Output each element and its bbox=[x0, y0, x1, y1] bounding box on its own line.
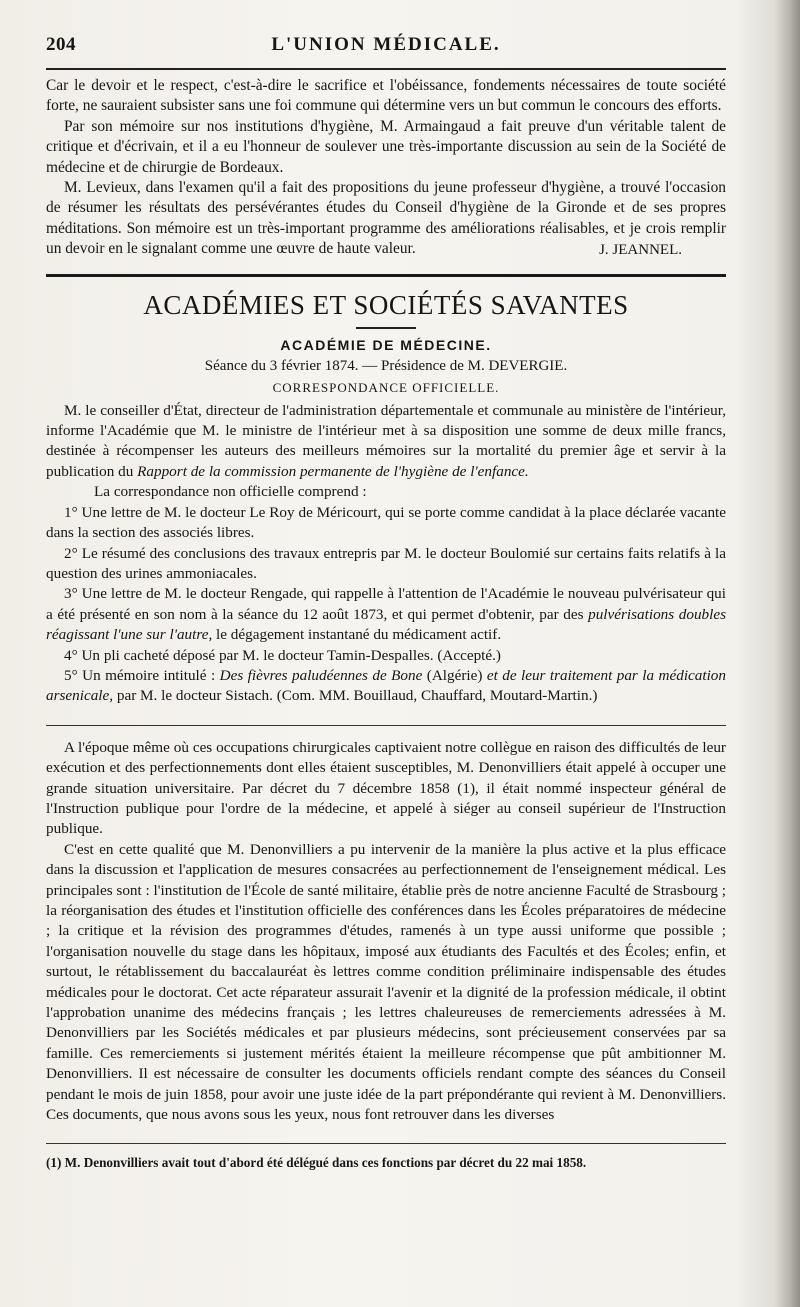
review-block bbox=[46, 76, 726, 260]
correspondence-block bbox=[46, 401, 726, 707]
item-1: 1° Une lettre de M. le docteur Le Roy de Méricourt, qui se porte comme candidat à la place déclarée vacante dans la section des associés libres. bbox=[46, 503, 726, 542]
section-rule bbox=[46, 274, 726, 277]
section-title: ACADÉMIES ET SOCIÉTÉS SAVANTES bbox=[143, 289, 629, 320]
item-3-end: le dégagement instantané du médicament actif. bbox=[212, 626, 502, 644]
item-5 bbox=[46, 666, 726, 707]
page-number: 204 bbox=[46, 34, 76, 55]
short-rule bbox=[356, 327, 416, 329]
item-5-end: par M. le docteur Sistach. (Com. MM. Bouillaud, Chauffard, Moutard-Martin.) bbox=[113, 687, 598, 705]
item-3 bbox=[46, 584, 726, 645]
running-header bbox=[46, 30, 726, 60]
item-5-italic: Des fièvres paludéennes de Bone bbox=[219, 666, 423, 684]
review-paragraph: Par son mémoire sur nos institutions d'hygiène, M. Armaingaud a fait preuve d'un véritable talent de critique et d'écrivain, et il a eu l'honneur de soulever une très-importante discussion au sein de la Société de médecine et de chirurgie de Bordeaux. bbox=[46, 117, 726, 176]
item-5-text: 5° Un mémoire intitulé : bbox=[64, 666, 220, 684]
nonofficial-intro: La correspondance non officielle comprend : bbox=[94, 483, 367, 501]
review-paragraph: Car le devoir et le respect, c'est-à-dire le sacrifice et l'obéissance, fondements nécessaires de toute société forte, ne sauraient subsister sans une foi commune qui détermine vers un but commun le concours des efforts. bbox=[46, 77, 726, 115]
feuilleton-block bbox=[46, 738, 726, 1173]
academy-heading: ACADÉMIE DE MÉDECINE. bbox=[280, 336, 492, 353]
journal-title: L'UNION MÉDICALE. bbox=[271, 34, 501, 55]
feuilleton-paragraph: A l'époque même où ces occupations chirurgicales captivaient notre collègue en raison des difficultés de leur exécution et des perfectionnements dont elles étaient susceptibles, M. Denonvilliers était appelé à occuper une grande situation universitaire. Par décret du 7 décembre 1858 (1), il était nommé inspecteur général de l'Instruction publique pour l'ordre de la médecine, et appelé à siéger au conseil supérieur de l'Instruction publique. bbox=[46, 738, 726, 838]
official-text: M. le conseiller d'État, directeur de l'administration départementale et communale au ministère de l'intérieur, informe l'Académie que M. le ministre de l'intérieur met à sa disposition une somme de deux mille francs, destinée à récompenser les auteurs des meilleurs mémoires sur la mortalité du premier âge et servir à la publication du bbox=[46, 401, 726, 480]
feuilleton-paragraph: C'est en cette qualité que M. Denonvilliers a pu intervenir de la manière la plus active et la plus efficace dans la discussion et l'application de mesures consacrées au perfectionnement de l'enseignement médical. Les principales sont : l'institution de l'École de santé militaire, établie près de notre ancienne Faculté de Strasbourg ; la réorganisation des études et l'institution officielle des conférences dans les Écoles préparatoires de médecine ; la critique et la révision des programmes d'études, ramenés à un type aussi uniforme que possible ; l'organisation nouvelle du stage dans les hôpitaux, imposé aux étudiants des Facultés et des Écoles; enfin, et surtout, le rétablissement du baccalauréat ès lettres comme condition préliminaire indispensable des études médicales pour le doctorat. Cet acte réparateur assurait l'avenir et la dignité de la profession médicale, il obtint l'approbation unanime des médecins français ; les lettres chaleureuses de remerciements adressées à M. Denonvilliers par les Sociétés médicales et par plusieurs médecins, sont précieusement conservées par sa famille. Ces remerciements si justement mérités étaient la meilleure récompense que pût ambitionner M. Denonvilliers. Il est nécessaire de consulter les documents officiels rendant compte des séances du Conseil pendant le mois de juin 1858, pour avoir une juste idée de la part prépondérante qui revient à M. Denonvilliers. Ces documents, que nous avons sous les yeux, nous font retrouver dans les diverses bbox=[46, 840, 726, 1124]
review-paragraph: M. Levieux, dans l'examen qu'il a fait des propositions du jeune professeur d'hygiène, a trouvé l'occasion de résumer les résultats des persévérantes études du Conseil d'hygiène de la Gironde et de ses propres méditations. Son mémoire est un très-important programme des améliorations réalisables, et je crois remplir un devoir en le signalant comme une œuvre de haute valeur. bbox=[46, 179, 726, 258]
official-paragraph bbox=[46, 401, 726, 483]
official-heading: CORRESPONDANCE OFFICIELLE. bbox=[272, 379, 500, 395]
item-2: 2° Le résumé des conclusions des travaux entrepris par M. le docteur Boulomié sur certains faits relatifs à la question des urines ammoniacales. bbox=[46, 544, 726, 582]
item-5-mid: (Algérie) bbox=[422, 666, 487, 684]
official-italic: Rapport de la commission permanente de l'hygiène de l'enfance. bbox=[137, 462, 529, 480]
item-5-italic-2: et de leur traitement par la médication arsenicale, bbox=[46, 666, 726, 705]
page-edge-shadow bbox=[774, 0, 800, 1307]
footnote: (1) M. Denonvilliers avait tout d'abord été délégué dans ces fonctions par décret du 22 mai 1858. bbox=[46, 1155, 587, 1171]
signature: J. JEANNEL. bbox=[599, 241, 682, 258]
page-content bbox=[46, 30, 726, 1172]
seance-line: Séance du 3 février 1874. — Présidence de M. DEVERGIE. bbox=[204, 357, 568, 374]
item-3-italic: pulvérisations doubles réagissant l'une sur l'autre, bbox=[46, 605, 726, 644]
feuilleton-rule bbox=[46, 725, 726, 726]
footnote-rule bbox=[46, 1143, 726, 1144]
item-3-text: 3° Une lettre de M. le docteur Rengade, qui rappelle à l'attention de l'Académie le nouveau pulvérisateur qui a été présenté en son nom à la séance du 12 août 1873, et qui permet d'obtenir, par des bbox=[46, 585, 726, 623]
header-rule bbox=[46, 68, 726, 70]
item-4: 4° Un pli cacheté déposé par M. le docteur Tamin-Despalles. (Accepté.) bbox=[64, 646, 501, 664]
